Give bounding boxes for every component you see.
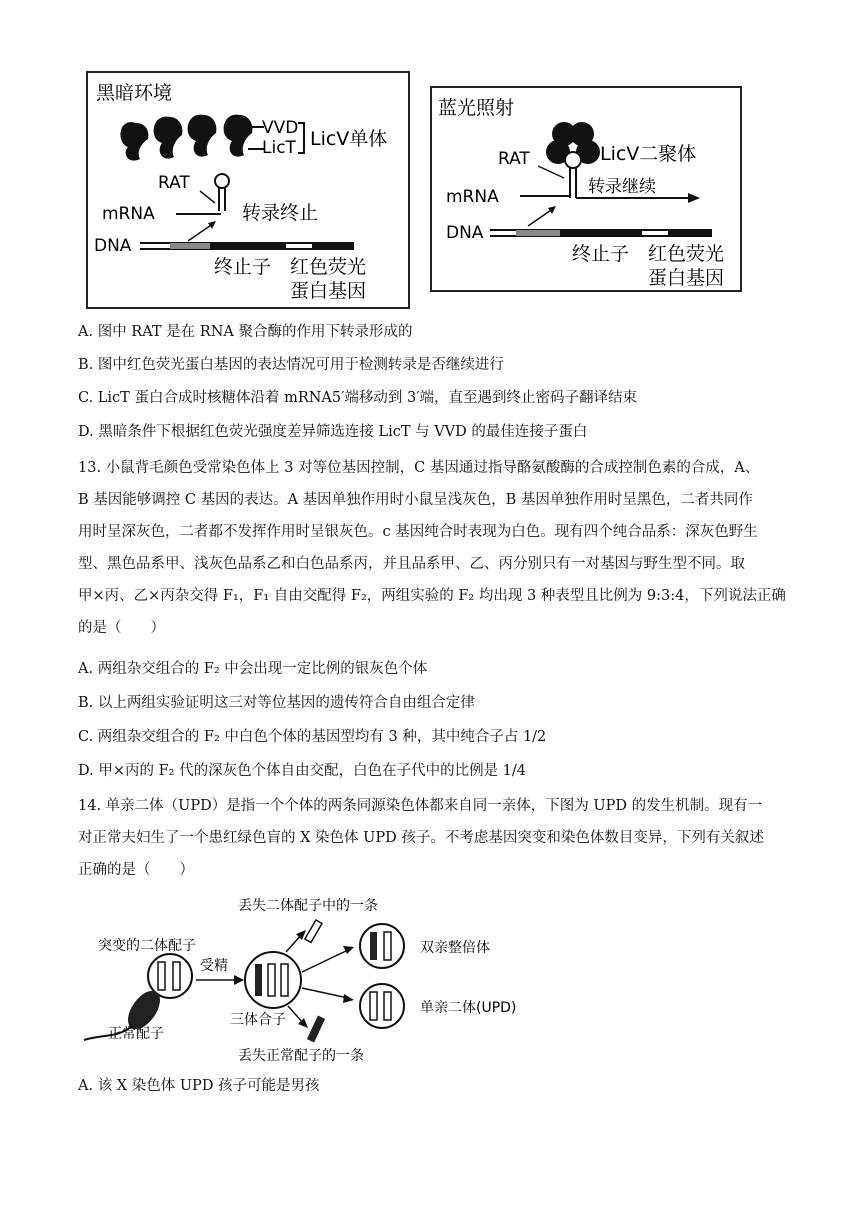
upd-mechanism-figure	[78, 888, 548, 1068]
q13-option-b: B. 以上两组实验证明这三对等位基因的遗传符合自由组合定律	[78, 695, 475, 711]
q12-option-a: A. 图中 RAT 是在 RNA 聚合酶的作用下转录形成的	[78, 324, 413, 340]
gene-label-line1: 红色荧光	[290, 256, 367, 278]
gene-label-right-line1: 红色荧光	[648, 243, 725, 265]
mutant-gamete-label: 突变的二体配子	[98, 938, 196, 954]
vvd-label: VVD	[262, 118, 299, 138]
q13-option-c: C. 两组杂交组合的 F₂ 中白色个体的基因型均有 3 种，其中纯合子占 1/2	[78, 729, 547, 745]
mrna-label-right: mRNA	[446, 187, 499, 207]
q13-line: 13. 小鼠背毛颜色受常染色体上 3 对等位基因控制，C 基因通过指导酪氨酸酶的合成控制色素的合成，A、	[78, 460, 760, 476]
licv-monomer-shapes	[120, 115, 252, 161]
q13-line: B 基因能够调控 C 基因的表达。A 基因单独作用时小鼠呈浅灰色，B 基因单独作用时呈黑色，二者共同作	[78, 492, 753, 508]
q13-option-d: D. 甲×丙的 F₂ 代的深灰色个体自由交配，白色在子代中的比例是 1/4	[78, 763, 527, 779]
q12-option-b: B. 图中红色荧光蛋白基因的表达情况可用于检测转录是否继续进行	[78, 357, 504, 373]
terminator-label-right: 终止子	[572, 243, 630, 265]
q13-option-a: A. 两组杂交组合的 F₂ 中会出现一定比例的银灰色个体	[78, 661, 428, 677]
dna-label-right: DNA	[446, 223, 484, 243]
licv-dimer-shape	[546, 122, 600, 168]
dark-panel-diagram	[88, 73, 408, 307]
terminator-label: 终止子	[214, 256, 272, 278]
upd-diagram	[78, 888, 548, 1068]
normal-gamete-label: 正常配子	[108, 1026, 164, 1042]
fertilization-label: 受精	[200, 958, 228, 974]
termination-label: 转录终止	[242, 202, 319, 224]
dark-panel-title: 黑暗环境	[96, 82, 173, 104]
q14-line: 14. 单亲二体（UPD）是指一个个体的两条同源染色体都来自同一亲体，下图为 UPD 的发生机制。现有一	[78, 798, 763, 814]
rat-label-right: RAT	[498, 149, 530, 169]
gene-label-line2: 蛋白基因	[290, 280, 367, 302]
dna-label: DNA	[94, 236, 132, 256]
q13-line: 型、黑色品系甲、浅灰色品系乙和白色品系丙，并且品系甲、乙、丙分别只有一对基因与野生型不同。取	[78, 556, 745, 572]
q12-option-d: D. 黑暗条件下根据红色荧光强度差异筛选连接 LicT 与 VVD 的最佳连接子蛋白	[78, 424, 588, 440]
blue-light-panel-diagram	[432, 88, 740, 290]
lose-normal-label: 丢失正常配子的一条	[238, 1048, 364, 1064]
trisomy-label: 三体合子	[230, 1012, 286, 1028]
q12-option-c: C. LicT 蛋白合成时核糖体沿着 mRNA5′端移动到 3′端，直至遇到终止密码子翻译结束	[78, 390, 638, 406]
q13-stem	[78, 452, 784, 644]
lose-diploid-label: 丢失二体配子中的一条	[238, 898, 378, 914]
figure-dark-panel	[86, 71, 410, 309]
q14-line: 对正常夫妇生了一个患红绿色盲的 X 染色体 UPD 孩子。不考虑基因突变和染色体数目变异，下列有关叙述	[78, 830, 764, 846]
gene-label-right-line2: 蛋白基因	[648, 267, 725, 289]
q14-line: 正确的是（ ）	[78, 862, 194, 878]
q13-line: 甲×丙、乙×丙杂交得 F₁，F₁ 自由交配得 F₂，两组实验的 F₂ 均出现 3 种表型且比例为 9:3:4，下列说法正确	[78, 588, 786, 604]
licv-monomer-label: LicV单体	[310, 128, 388, 150]
upd-label: 单亲二体(UPD)	[420, 1000, 517, 1016]
q14-stem	[78, 790, 784, 886]
q13-line: 用时呈深灰色，二者都不发挥作用时呈银灰色。c 基因纯合时表现为白色。现有四个纯合品系：深灰色野生	[78, 524, 758, 540]
q13-line: 的是（ ）	[78, 620, 165, 636]
biparental-label: 双亲整倍体	[420, 940, 490, 956]
licv-dimer-label: LicV二聚体	[600, 143, 697, 165]
blue-panel-title: 蓝光照射	[438, 97, 515, 119]
rat-label: RAT	[158, 173, 190, 193]
q14-option-a: A. 该 X 染色体 UPD 孩子可能是男孩	[78, 1078, 320, 1094]
lict-label: LicT	[262, 138, 296, 158]
continue-label: 转录继续	[588, 177, 656, 197]
figure-blue-light-panel	[430, 86, 742, 292]
mrna-label: mRNA	[102, 204, 155, 224]
